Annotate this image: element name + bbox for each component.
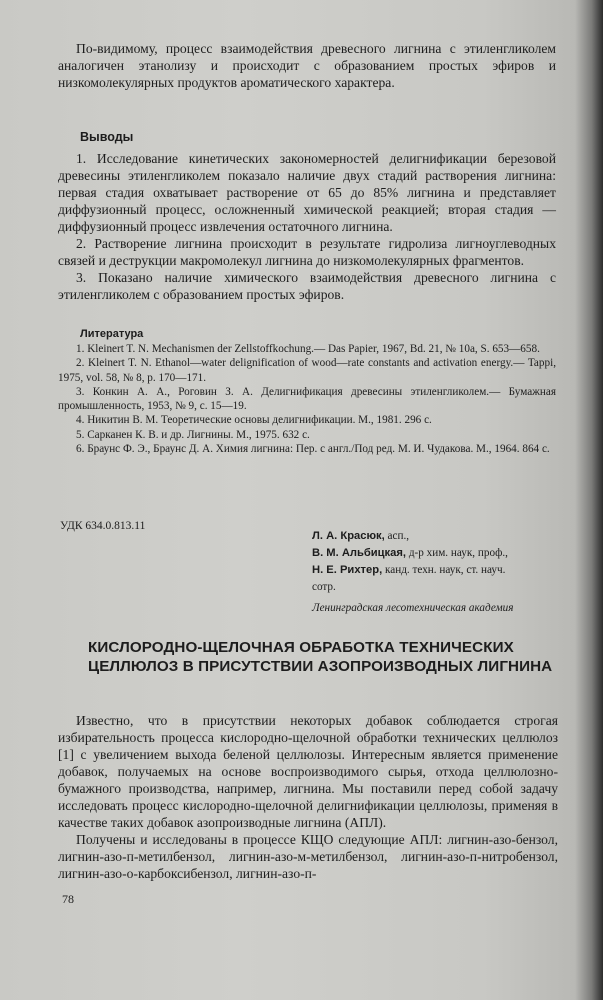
references-list	[58, 342, 556, 456]
conclusion-item: 2. Растворение лигнина происходит в результате гидролиза лигноуглеводных связей и деструкции макромолекул лигнина до низкомолекулярных фрагментов.	[58, 236, 556, 268]
reference-item: 5. Сарканен К. В. и др. Лигнины. М., 1975. 632 с.	[76, 428, 310, 441]
intro-block	[58, 40, 556, 91]
article-paragraph: Известно, что в присутствии некоторых добавок соблюдается строгая избирательность процесса кислородно-щелочной обработки технических целлюлоз [1] с увеличением выхода беленой целлюлозы. Интересным является применение добавок, получаемых на основе воспроизводимого сырья, отхода целлюлозно-бумажного производства, например, лигнина. Мы поставили перед собой задачу исследовать процесс кислородно-щелочной делигнификации целлюлозы, применяя в качестве таких добавок азопроизводные лигнина (АПЛ).	[58, 713, 558, 830]
reference-item: 1. Kleinert T. N. Mechanismen der Zellstoffkochung.— Das Papier, 1967, Bd. 21, № 10a, S. 653—658.	[76, 343, 540, 355]
intro-paragraph: По-видимому, процесс взаимодействия древесного лигнина с этиленгликолем аналогичен этанолизу и происходит с образованием простых эфиров и низкомолекулярных продуктов ароматического характера.	[58, 41, 556, 90]
author-line: Н. Е. Рихтер, канд. техн. наук, ст. науч. сотр.	[312, 564, 506, 593]
article-title: КИСЛОРОДНО-ЩЕЛОЧНАЯ ОБРАБОТКА ТЕХНИЧЕСКИХ ЦЕЛЛЮЛОЗ В ПРИСУТСТВИИ АЗОПРОИЗВОДНЫХ ЛИГНИНА	[88, 639, 553, 675]
affiliation: Ленинградская лесотехническая академия	[312, 602, 514, 614]
article-paragraph: Получены и исследованы в процессе КЩО следующие АПЛ: лигнин-азо-бензол, лигнин-азо-п-метилбензол, лигнин-азо-м-метилбензол, лигнин-азо-п-нитробензол, лигнин-азо-о-карбоксибензол, лигнин-азо-п-	[58, 832, 558, 881]
author-line: Л. А. Красюк, асп.,	[312, 530, 410, 542]
page-number: 78	[62, 892, 74, 906]
reference-item: 6. Браунс Ф. Э., Браунс Д. А. Химия лигнина: Пер. с англ./Под ред. М. И. Чудакова. М., 1964. 864 с.	[76, 443, 550, 456]
conclusion-item: 1. Исследование кинетических закономерностей делигнификации березовой древесины этиленгликолем показало наличие двух стадий растворения лигнина: первая стадия охватывает растворение от 65 до 85% лигнина и представляет диффузионный процесс, осложненный химической реакцией; вторая стадия — диффузионный процесс извлечения остаточного лигнина.	[58, 151, 556, 234]
conclusion-item: 3. Показано наличие химического взаимодействия древесного лигнина с этиленгликолем с образованием простых эфиров.	[58, 270, 556, 302]
authors-block	[312, 528, 572, 617]
article-body	[58, 712, 558, 882]
udc-code: УДК 634.0.813.11	[60, 520, 146, 532]
references-heading-wrap	[80, 324, 380, 342]
conclusions-heading-wrap	[80, 128, 380, 146]
reference-item: 4. Никитин В. М. Теоретические основы делигнификации. М., 1981. 296 с.	[76, 414, 432, 427]
book-spine-shadow	[575, 0, 603, 1000]
reference-item: 2. Kleinert T. N. Ethanol—water delignification of wood—rate constants and activation energy.— Tappi, 1975, vol. 58, № 8, p. 170—171.	[58, 357, 556, 384]
author-line: В. М. Альбицкая, д-р хим. наук, проф.,	[312, 547, 508, 559]
conclusions-heading: Выводы	[80, 130, 134, 144]
conclusions-list	[58, 150, 556, 303]
reference-item: 3. Конкин А. А., Роговин З. А. Делигнификация древесины этиленгликолем.— Бумажная промышленность, 1953, № 9, с. 15—19.	[58, 385, 556, 413]
references-heading: Литература	[80, 328, 144, 340]
